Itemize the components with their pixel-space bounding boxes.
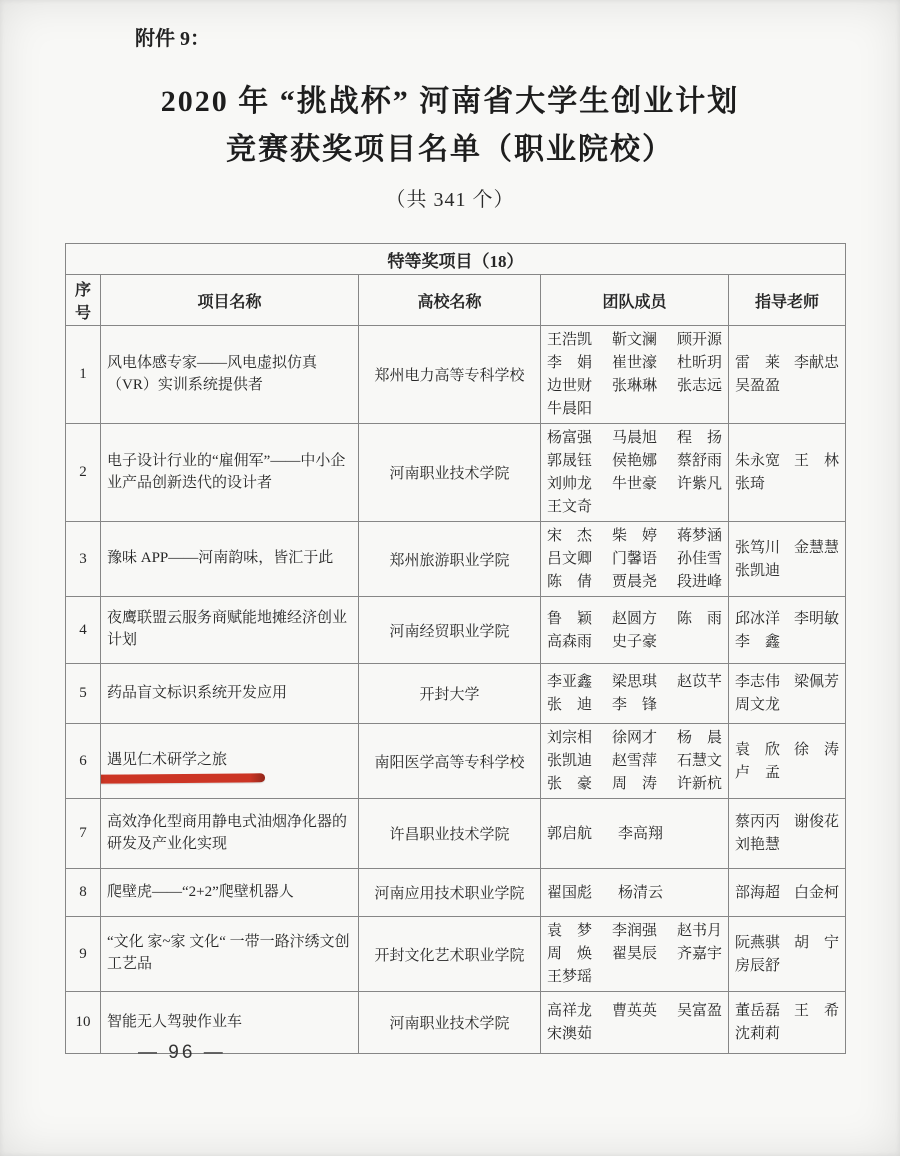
advisor-name: 王 希 [794, 1003, 840, 1019]
school-name-cell [359, 799, 541, 869]
member-name: 宋澳茹 [547, 1026, 593, 1042]
advisor-name: 房辰舒 [735, 957, 781, 974]
project-name-wrap [107, 683, 287, 705]
members-grid [547, 525, 722, 593]
table-row [66, 869, 846, 917]
project-name-wrap [107, 932, 352, 976]
project-name: 智能无人驾驶作业车 [107, 1013, 243, 1030]
project-name-cell [101, 917, 359, 992]
member-name: 贾晨尧 [611, 574, 657, 590]
advisor-name: 吴盈盈 [735, 378, 781, 394]
advisors-grid [735, 450, 839, 495]
project-name-wrap [107, 608, 352, 652]
member-name: 边世财 [547, 378, 593, 394]
advisor-name: 金慧慧 [794, 539, 840, 556]
project-name-wrap [107, 812, 352, 856]
title-line-2: 竞赛获奖项目名单（职业院校） [226, 133, 674, 166]
table-row [66, 597, 846, 664]
table-row [66, 917, 846, 992]
member-name: 门馨语 [611, 551, 657, 567]
advisor-name: 沈莉莉 [735, 1026, 781, 1042]
members-grid [547, 671, 722, 716]
table-row [66, 522, 846, 597]
advisor-name: 刘艳慧 [735, 837, 781, 853]
member-name: 张志远 [676, 378, 722, 394]
member-name: 李亚鑫 [547, 674, 593, 690]
member-name: 赵圆方 [611, 610, 657, 627]
school-name-cell [359, 869, 541, 917]
member-name: 郭启航 [547, 825, 593, 842]
row-number-cell [66, 664, 101, 724]
member-name: 程 扬 [676, 430, 722, 446]
members-grid [547, 329, 722, 420]
members-grid [547, 920, 722, 988]
advisors-grid [735, 882, 839, 904]
advisors-grid [735, 932, 839, 977]
member-name: 牛世豪 [611, 476, 657, 492]
advisor-name: 周文龙 [735, 697, 781, 713]
advisors-cell [729, 664, 846, 724]
project-name-wrap [107, 451, 352, 495]
member-name: 高祥龙 [547, 1003, 593, 1019]
advisors-grid [735, 739, 839, 784]
advisor-name: 徐 涛 [794, 741, 840, 758]
member-name: 段进峰 [676, 574, 722, 590]
member-name: 翟国彪 [547, 884, 593, 901]
advisors-grid [735, 811, 839, 856]
member-name: 张 迪 [547, 697, 593, 713]
member-name: 张琳琳 [611, 378, 657, 394]
row-number: 3 [79, 550, 87, 567]
member-name: 杨清云 [618, 884, 664, 901]
advisors-cell [729, 724, 846, 799]
row-number: 4 [79, 621, 87, 638]
advisor-name: 张笃川 [735, 539, 781, 556]
attachment-label: 附件 9： [135, 28, 210, 50]
row-number: 1 [79, 366, 87, 382]
row-number: 6 [79, 752, 87, 769]
member-name: 孙佳雪 [676, 551, 722, 567]
team-members-cell [541, 917, 729, 992]
member-name: 杨 晨 [676, 730, 722, 746]
col-header-project: 项目名称 [101, 275, 359, 326]
project-name-wrap [107, 1012, 242, 1034]
member-name: 张 豪 [547, 776, 593, 792]
document-title [0, 78, 900, 174]
member-name: 杨富强 [547, 430, 593, 446]
advisor-name: 李献忠 [794, 355, 840, 371]
member-name: 史子豪 [611, 633, 657, 650]
advisor-name: 谢俊花 [794, 814, 840, 830]
project-name-cell [101, 664, 359, 724]
project-name: 爬壁虎——“2+2”爬壁机器人 [107, 883, 294, 900]
school-name-cell [359, 724, 541, 799]
title-line-1: 2020 年 “挑战杯” 河南省大学生创业计划 [160, 85, 740, 118]
project-name-wrap [107, 882, 294, 904]
team-members-cell [541, 522, 729, 597]
advisor-name: 朱永宽 [735, 453, 781, 469]
member-name: 陈 雨 [676, 610, 722, 627]
member-name: 靳文澜 [611, 332, 657, 348]
advisors-cell [729, 522, 846, 597]
advisor-name: 部海超 [735, 884, 781, 901]
member-name: 周 焕 [547, 946, 593, 962]
team-members-cell [541, 992, 729, 1054]
col-header-members: 团队成员 [541, 275, 729, 326]
advisors-grid [735, 671, 839, 716]
member-name: 赵书月 [676, 923, 722, 939]
school-name-cell [359, 326, 541, 424]
school-name-cell [359, 992, 541, 1054]
advisor-name: 李明敏 [794, 610, 840, 627]
advisor-name: 董岳磊 [735, 1003, 781, 1019]
school-name: 河南职业技术学院 [389, 1016, 510, 1032]
project-name: 药品盲文标识系统开发应用 [107, 684, 288, 701]
advisor-name: 袁 欣 [735, 741, 781, 758]
member-name: 李 娟 [547, 355, 593, 371]
member-name: 马晨旭 [611, 430, 657, 446]
advisor-name: 张凯迪 [735, 562, 781, 579]
column-header-row [66, 275, 846, 326]
member-name: 李 锋 [611, 697, 657, 713]
team-members-cell [541, 424, 729, 522]
school-name: 河南经贸职业学院 [389, 623, 510, 640]
advisor-name: 张琦 [735, 476, 766, 492]
project-name-cell [101, 326, 359, 424]
row-number-cell [66, 992, 101, 1054]
member-name: 牛晨阳 [547, 401, 593, 417]
row-number: 7 [79, 825, 87, 841]
school-name: 河南职业技术学院 [389, 466, 510, 482]
member-name: 鲁 颖 [547, 610, 593, 627]
row-number-cell [66, 917, 101, 992]
advisor-name: 阮燕骐 [735, 934, 781, 951]
row-number-cell [66, 724, 101, 799]
member-name: 蔡舒雨 [676, 453, 722, 469]
members-grid [547, 727, 722, 795]
table-head [66, 244, 846, 326]
project-name: 豫味 APP——河南韵味，皆汇于此 [107, 550, 334, 567]
member-name: 高森雨 [547, 633, 593, 650]
row-number-cell [66, 522, 101, 597]
member-name: 梁思琪 [611, 674, 657, 690]
team-members-cell [541, 326, 729, 424]
school-name: 郑州电力高等专科学校 [374, 368, 525, 384]
member-name: 吴富盈 [676, 1003, 722, 1019]
project-name-cell [101, 424, 359, 522]
advisor-name: 蔡丙丙 [735, 814, 781, 830]
member-name: 刘宗相 [547, 730, 593, 746]
school-name-cell [359, 917, 541, 992]
advisors-grid [735, 352, 839, 397]
members-grid [547, 882, 722, 904]
project-name: 电子设计行业的“雇佣军”——中小企业产品创新迭代的设计者 [107, 452, 346, 491]
member-name: 刘帅龙 [547, 476, 593, 492]
member-name: 张凯迪 [547, 753, 593, 769]
member-name: 王梦瑶 [547, 969, 593, 985]
section-header-row [66, 244, 846, 275]
project-name-cell [101, 597, 359, 664]
member-name: 齐嘉宇 [676, 946, 722, 962]
school-name: 郑州旅游职业学院 [389, 552, 510, 569]
red-underline-annotation [101, 773, 266, 784]
member-name: 杜昕玥 [676, 355, 722, 371]
project-name-wrap [107, 353, 352, 397]
member-name: 曹英英 [611, 1003, 657, 1019]
advisors-cell [729, 869, 846, 917]
row-number-cell [66, 597, 101, 664]
school-name: 开封大学 [419, 687, 480, 703]
row-number: 5 [79, 685, 87, 701]
advisor-name: 卢 孟 [735, 764, 781, 781]
member-name: 赵苡芊 [676, 674, 722, 690]
school-name: 南阳医学高等专科学校 [374, 754, 525, 771]
project-name-cell [101, 522, 359, 597]
advisor-name: 胡 宁 [794, 934, 840, 951]
member-name: 崔世濠 [611, 355, 657, 371]
table-row [66, 664, 846, 724]
member-name: 周 涛 [611, 776, 657, 792]
member-name: 宋 杰 [547, 528, 593, 544]
advisors-grid [735, 537, 839, 582]
members-grid [547, 427, 722, 518]
team-members-cell [541, 869, 729, 917]
advisors-cell [729, 597, 846, 664]
member-name: 顾开源 [676, 332, 722, 348]
row-number-cell [66, 326, 101, 424]
advisors-grid [735, 1000, 839, 1045]
member-name: 侯艳娜 [611, 453, 657, 469]
advisors-cell [729, 326, 846, 424]
table-row [66, 326, 846, 424]
col-header-no: 序号 [66, 275, 101, 326]
school-name: 河南应用技术职业学院 [374, 886, 525, 902]
member-name: 许新杭 [676, 776, 722, 792]
school-name-cell [359, 424, 541, 522]
advisor-name: 王 林 [794, 453, 840, 469]
advisor-name: 雷 莱 [735, 355, 781, 371]
section-header: 特等奖项目（18） [66, 244, 846, 275]
member-name: 徐网才 [611, 730, 657, 746]
project-name-cell [101, 799, 359, 869]
advisor-name: 梁佩芳 [794, 674, 840, 690]
advisors-cell [729, 992, 846, 1054]
awards-table [65, 243, 846, 1054]
project-name-cell [101, 724, 359, 799]
row-number: 2 [79, 464, 87, 480]
document-subtitle: （共 341 个） [385, 189, 515, 211]
member-name: 蒋梦涵 [676, 528, 722, 544]
page-number: — 96 — [138, 1042, 226, 1063]
col-header-advisors: 指导老师 [729, 275, 846, 326]
member-name: 陈 倩 [547, 574, 593, 590]
member-name: 王文奇 [547, 499, 593, 515]
member-name: 吕文卿 [547, 551, 593, 567]
member-name: 翟昊辰 [611, 946, 657, 962]
team-members-cell [541, 597, 729, 664]
project-name: “文化 家~家 文化“ 一带一路汴绣文创工艺品 [107, 934, 350, 972]
school-name-cell [359, 597, 541, 664]
table-row [66, 799, 846, 869]
advisor-name: 李 鑫 [735, 633, 781, 650]
project-name-wrap [107, 750, 227, 772]
col-header-school: 高校名称 [359, 275, 541, 326]
member-name: 赵雪萍 [611, 753, 657, 769]
team-members-cell [541, 799, 729, 869]
table-body [66, 326, 846, 1054]
member-name: 李润强 [611, 923, 657, 939]
advisor-name: 白金柯 [794, 884, 840, 901]
project-name: 高效净化型商用静电式油烟净化器的研发及产业化实现 [107, 813, 348, 852]
members-grid [547, 1000, 722, 1045]
project-name-cell [101, 869, 359, 917]
row-number: 10 [75, 1014, 91, 1030]
project-name: 夜鹰联盟云服务商赋能地摊经济创业计划 [107, 610, 348, 648]
row-number: 9 [79, 945, 87, 962]
advisors-cell [729, 799, 846, 869]
row-number-cell [66, 424, 101, 522]
advisor-name: 李志伟 [735, 674, 781, 690]
school-name-cell [359, 664, 541, 724]
table-row [66, 424, 846, 522]
members-grid [547, 823, 722, 845]
advisors-grid [735, 608, 839, 653]
team-members-cell [541, 664, 729, 724]
row-number-cell [66, 869, 101, 917]
member-name: 袁 梦 [547, 923, 593, 939]
advisor-name: 邱冰洋 [735, 610, 781, 627]
member-name: 许紫凡 [676, 476, 722, 492]
member-name: 王浩凯 [547, 332, 593, 348]
project-name: 风电体感专家——风电虚拟仿真（VR）实训系统提供者 [107, 354, 318, 393]
member-name: 石慧文 [676, 753, 722, 769]
advisors-cell [729, 917, 846, 992]
member-name: 柴 婷 [611, 528, 657, 544]
table-row [66, 724, 846, 799]
members-grid [547, 608, 722, 653]
team-members-cell [541, 724, 729, 799]
advisors-cell [729, 424, 846, 522]
school-name-cell [359, 522, 541, 597]
school-name: 许昌职业技术学院 [389, 827, 510, 843]
member-name: 李高翔 [618, 825, 664, 842]
school-name: 开封文化艺术职业学院 [374, 947, 525, 964]
row-number: 8 [79, 884, 87, 900]
project-name: 遇见仁术研学之旅 [107, 752, 228, 769]
project-name-wrap [107, 548, 333, 570]
row-number-cell [66, 799, 101, 869]
member-name: 郭晟钰 [547, 453, 593, 469]
